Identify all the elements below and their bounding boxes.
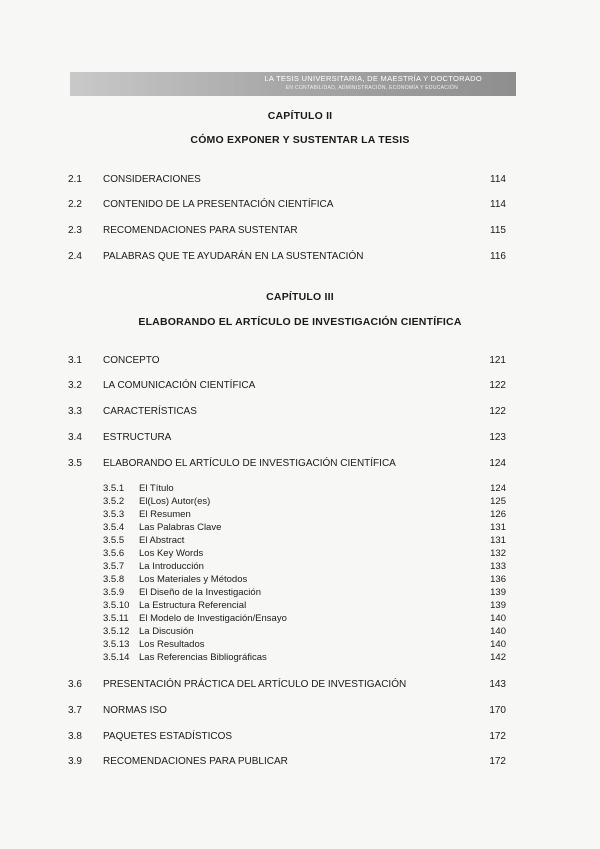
- toc-subentry-number: 3.5.1: [103, 483, 125, 494]
- toc-subentry-label: El Resumen: [139, 509, 191, 520]
- toc-subentry: [0, 613, 600, 625]
- toc-subentry: [0, 509, 600, 521]
- toc-subentry-page: 133: [490, 561, 506, 572]
- toc-entry-page: 124: [489, 458, 506, 469]
- toc-entry: [0, 355, 600, 369]
- toc-entry-number: 2.2: [68, 199, 82, 210]
- toc-entry-page: 143: [489, 679, 506, 690]
- toc-entry-label: CONTENIDO DE LA PRESENTACIÓN CIENTÍFICA: [103, 199, 334, 210]
- toc-subentry-page: 140: [490, 639, 506, 650]
- toc-subentry-label: La Estructura Referencial: [139, 600, 247, 611]
- toc-subentry-label: La Discusión: [139, 626, 194, 637]
- toc-subentry: [0, 652, 600, 664]
- toc-subentry-number: 3.5.11: [103, 613, 129, 624]
- toc-entry-page: 172: [489, 731, 506, 742]
- toc-entry: [0, 458, 600, 472]
- toc-subentry: [0, 600, 600, 612]
- running-header-title: LA TESIS UNIVERSITARIA, DE MAESTRÍA Y DOCTORADO: [264, 74, 482, 83]
- toc-entry-number: 3.1: [68, 355, 82, 366]
- chapter-3-heading: CAPÍTULO III: [266, 291, 334, 303]
- toc-entry-label: RECOMENDACIONES PARA SUSTENTAR: [103, 225, 298, 236]
- toc-subentry-page: 140: [490, 626, 506, 637]
- toc-entry-label: LA COMUNICACIÓN CIENTÍFICA: [103, 380, 256, 391]
- toc-entry-number: 3.6: [68, 679, 82, 690]
- toc-entry-page: 122: [489, 380, 506, 391]
- toc-subentry: [0, 626, 600, 638]
- toc-entry: [0, 199, 600, 213]
- toc-entry-label: PALABRAS QUE TE AYUDARÁN EN LA SUSTENTACIÓN: [103, 251, 364, 262]
- toc-subentry-number: 3.5.7: [103, 561, 125, 572]
- toc-entry-number: 2.3: [68, 225, 82, 236]
- toc-entry-number: 3.7: [68, 705, 82, 716]
- toc-entry-number: 3.2: [68, 380, 82, 391]
- toc-entry-page: 115: [490, 225, 506, 236]
- toc-subentry-number: 3.5.10: [103, 600, 130, 611]
- toc-entry: [0, 679, 600, 693]
- running-header-subtitle: EN CONTABILIDAD, ADMINISTRACIÓN, ECONOMÍA Y EDUCACIÓN: [285, 85, 458, 91]
- toc-subentry: [0, 535, 600, 547]
- toc-subentry: [0, 483, 600, 495]
- toc-subentry-number: 3.5.6: [103, 548, 125, 559]
- toc-entry-page: 116: [490, 251, 506, 262]
- toc-subentry-page: 140: [490, 613, 506, 624]
- toc-entry-page: 172: [489, 756, 506, 767]
- toc-subentry-page: 142: [490, 652, 506, 663]
- toc-entry: [0, 225, 600, 239]
- toc-subentry-number: 3.5.14: [103, 652, 130, 663]
- toc-subentry-page: 131: [490, 535, 506, 546]
- toc-subentry: [0, 548, 600, 560]
- toc-subentry-page: 139: [490, 600, 506, 611]
- toc-entry-label: CARACTERÍSTICAS: [103, 406, 197, 417]
- toc-subentry-page: 139: [490, 587, 506, 598]
- toc-entry-page: 122: [489, 406, 506, 417]
- toc-entry: [0, 174, 600, 188]
- toc-subentry-label: Los Key Words: [139, 548, 204, 559]
- toc-entry-page: 123: [489, 432, 506, 443]
- toc-entry-number: 3.5: [68, 458, 82, 469]
- toc-entry-number: 2.4: [68, 251, 82, 262]
- chapter-3-title: ELABORANDO EL ARTÍCULO DE INVESTIGACIÓN CIENTÍFICA: [138, 316, 462, 328]
- toc-subentry-number: 3.5.8: [103, 574, 125, 585]
- running-header: [70, 72, 516, 96]
- chapter-2-heading: CAPÍTULO II: [267, 110, 333, 122]
- toc-subentry: [0, 496, 600, 508]
- toc-subentry-label: Los Materiales y Métodos: [139, 574, 248, 585]
- toc-subentry-label: El Título: [139, 483, 174, 494]
- toc-entry: [0, 406, 600, 420]
- toc-entry-label: CONCEPTO: [103, 355, 160, 366]
- toc-subentry: [0, 639, 600, 651]
- toc-subentry-label: El Abstract: [139, 535, 185, 546]
- toc-subentry-label: Las Palabras Clave: [139, 522, 222, 533]
- toc-subentry-label: El(Los) Autor(es): [139, 496, 211, 507]
- toc-subentry-label: La Introducción: [139, 561, 204, 572]
- toc-entry-label: PRESENTACIÓN PRÁCTICA DEL ARTÍCULO DE INVESTIGACIÓN: [103, 679, 407, 690]
- toc-subentry-number: 3.5.4: [103, 522, 125, 533]
- toc-subentry: [0, 574, 600, 586]
- toc-entry-page: 114: [490, 199, 506, 210]
- toc-subentry: [0, 561, 600, 573]
- toc-subentry-label: Los Resultados: [139, 639, 205, 650]
- toc-entry-label: ELABORANDO EL ARTÍCULO DE INVESTIGACIÓN CIENTÍFICA: [103, 458, 396, 469]
- toc-entry-page: 170: [489, 705, 506, 716]
- toc-entry-number: 3.3: [68, 406, 82, 417]
- toc-subentry-page: 132: [490, 548, 506, 559]
- toc-subentry-number: 3.5.13: [103, 639, 130, 650]
- toc-entry-label: ESTRUCTURA: [103, 432, 172, 443]
- toc-subentry-page: 124: [490, 483, 506, 494]
- toc-subentry-label: Las Referencias Bibliográficas: [139, 652, 267, 663]
- toc-entry-label: RECOMENDACIONES PARA PUBLICAR: [103, 756, 288, 767]
- toc-entry-page: 121: [489, 355, 506, 366]
- toc-entry-label: PAQUETES ESTADÍSTICOS: [103, 731, 233, 742]
- toc-subentry-page: 126: [490, 509, 506, 520]
- toc-subentry-number: 3.5.2: [103, 496, 125, 507]
- toc-entry: [0, 705, 600, 719]
- toc-subentry-number: 3.5.3: [103, 509, 125, 520]
- toc-subentry-label: El Modelo de Investigación/Ensayo: [139, 613, 287, 624]
- toc-subentry: [0, 587, 600, 599]
- toc-subentry-number: 3.5.12: [103, 626, 130, 637]
- toc-subentry-page: 131: [490, 522, 506, 533]
- toc-entry-number: 3.9: [68, 756, 82, 767]
- toc-entry: [0, 380, 600, 394]
- toc-entry-label: NORMAS ISO: [103, 705, 167, 716]
- toc-entry: [0, 432, 600, 446]
- toc-entry-number: 3.4: [68, 432, 82, 443]
- toc-subentry-page: 125: [490, 496, 506, 507]
- toc-entry: [0, 251, 600, 265]
- toc-entry-page: 114: [490, 174, 506, 185]
- toc-entry-number: 2.1: [68, 174, 82, 185]
- toc-subentry: [0, 522, 600, 534]
- toc-entry-label: CONSIDERACIONES: [103, 174, 201, 185]
- toc-entry: [0, 756, 600, 770]
- toc-subentry-number: 3.5.5: [103, 535, 125, 546]
- toc-entry-number: 3.8: [68, 731, 82, 742]
- toc-entry: [0, 731, 600, 745]
- toc-subentry-page: 136: [490, 574, 506, 585]
- chapter-2-title: CÓMO EXPONER Y SUSTENTAR LA TESIS: [190, 134, 410, 146]
- toc-subentry-label: El Diseño de la Investigación: [139, 587, 261, 598]
- toc-subentry-number: 3.5.9: [103, 587, 125, 598]
